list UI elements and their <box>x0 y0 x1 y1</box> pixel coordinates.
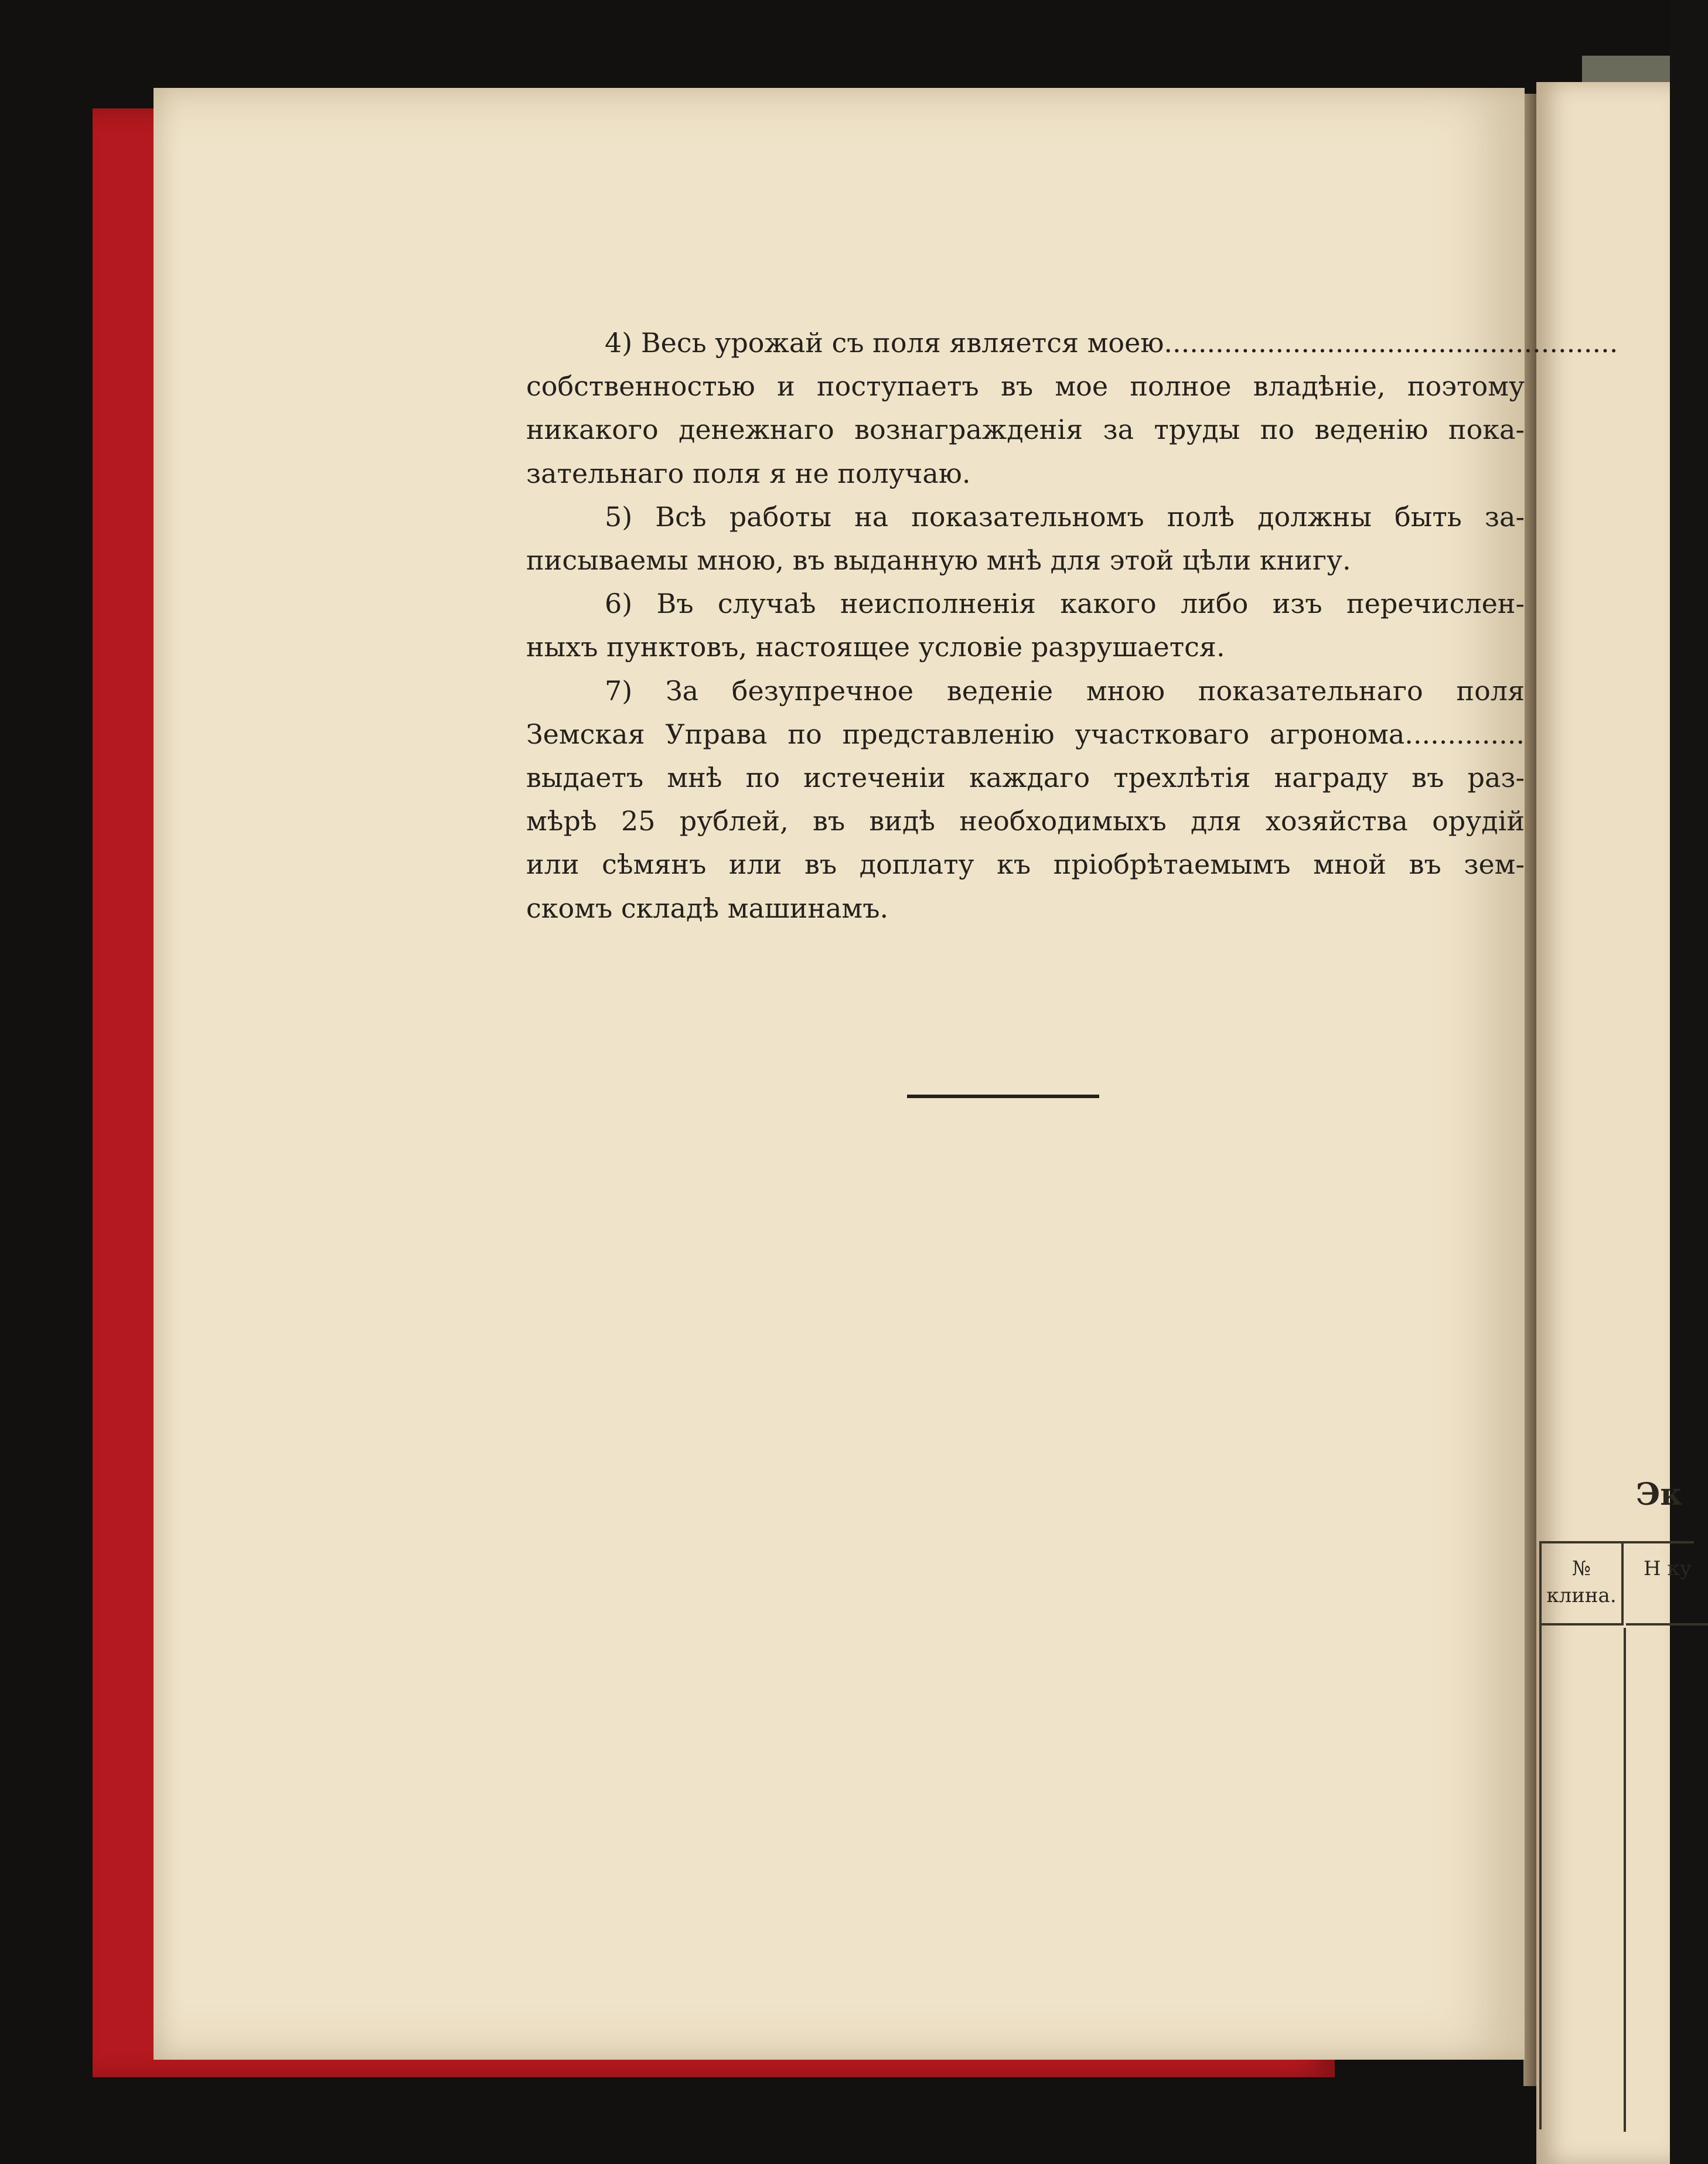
right-page-table <box>1539 1541 1694 2129</box>
table-header-cell: № клина. <box>1542 1543 1624 1625</box>
text-line: писываемы мною, въ выданную мнѣ для этой цѣли книгу. <box>526 544 1351 577</box>
text-line: 7) За безупречное веденіе мною показательнаго поля <box>605 674 1525 707</box>
paragraph-6 <box>526 582 1525 669</box>
text-line: мѣрѣ 25 рублей, въ видѣ необходимыхъ для хозяйства орудій <box>526 805 1525 837</box>
text-line: ныхъ пунктовъ, настоящее условіе разрушается. <box>526 631 1225 663</box>
table-header-cell: Н ку <box>1626 1543 1708 1625</box>
text-line: или сѣмянъ или въ доплату къ пріобрѣтаемымъ мной въ зем- <box>526 848 1525 881</box>
right-page-heading: Эк <box>1636 1477 1682 1512</box>
paragraph-7 <box>526 669 1525 930</box>
text-line: 4) Весь урожай съ поля является моею..................................................... <box>605 327 1618 359</box>
text-line: никакого денежнаго вознагражденія за труды по веденію пока- <box>526 414 1525 446</box>
paragraph-4 <box>526 321 1618 495</box>
text-line: зательнаго поля я не получаю. <box>526 457 971 489</box>
text-line: выдаетъ мнѣ по истеченіи каждаго трехлѣтія награду въ раз- <box>526 762 1525 794</box>
paragraph-5 <box>526 495 1525 582</box>
text-line: 6) Въ случаѣ неисполненія какого либо изъ перечислен- <box>605 588 1525 620</box>
document-body <box>526 321 1618 930</box>
section-divider <box>907 1095 1099 1098</box>
right-page <box>1536 82 1692 2164</box>
text-line: Земская Управа по представленію участковаго агронома.............. <box>526 718 1525 750</box>
table-column-line <box>1624 1628 1626 2132</box>
text-line: скомъ складѣ машинамъ. <box>526 892 889 924</box>
text-line: 5) Всѣ работы на показательномъ полѣ должны быть за- <box>605 500 1525 533</box>
text-line: собственностью и поступаетъ въ мое полное владѣніе, поэтому <box>526 370 1525 403</box>
